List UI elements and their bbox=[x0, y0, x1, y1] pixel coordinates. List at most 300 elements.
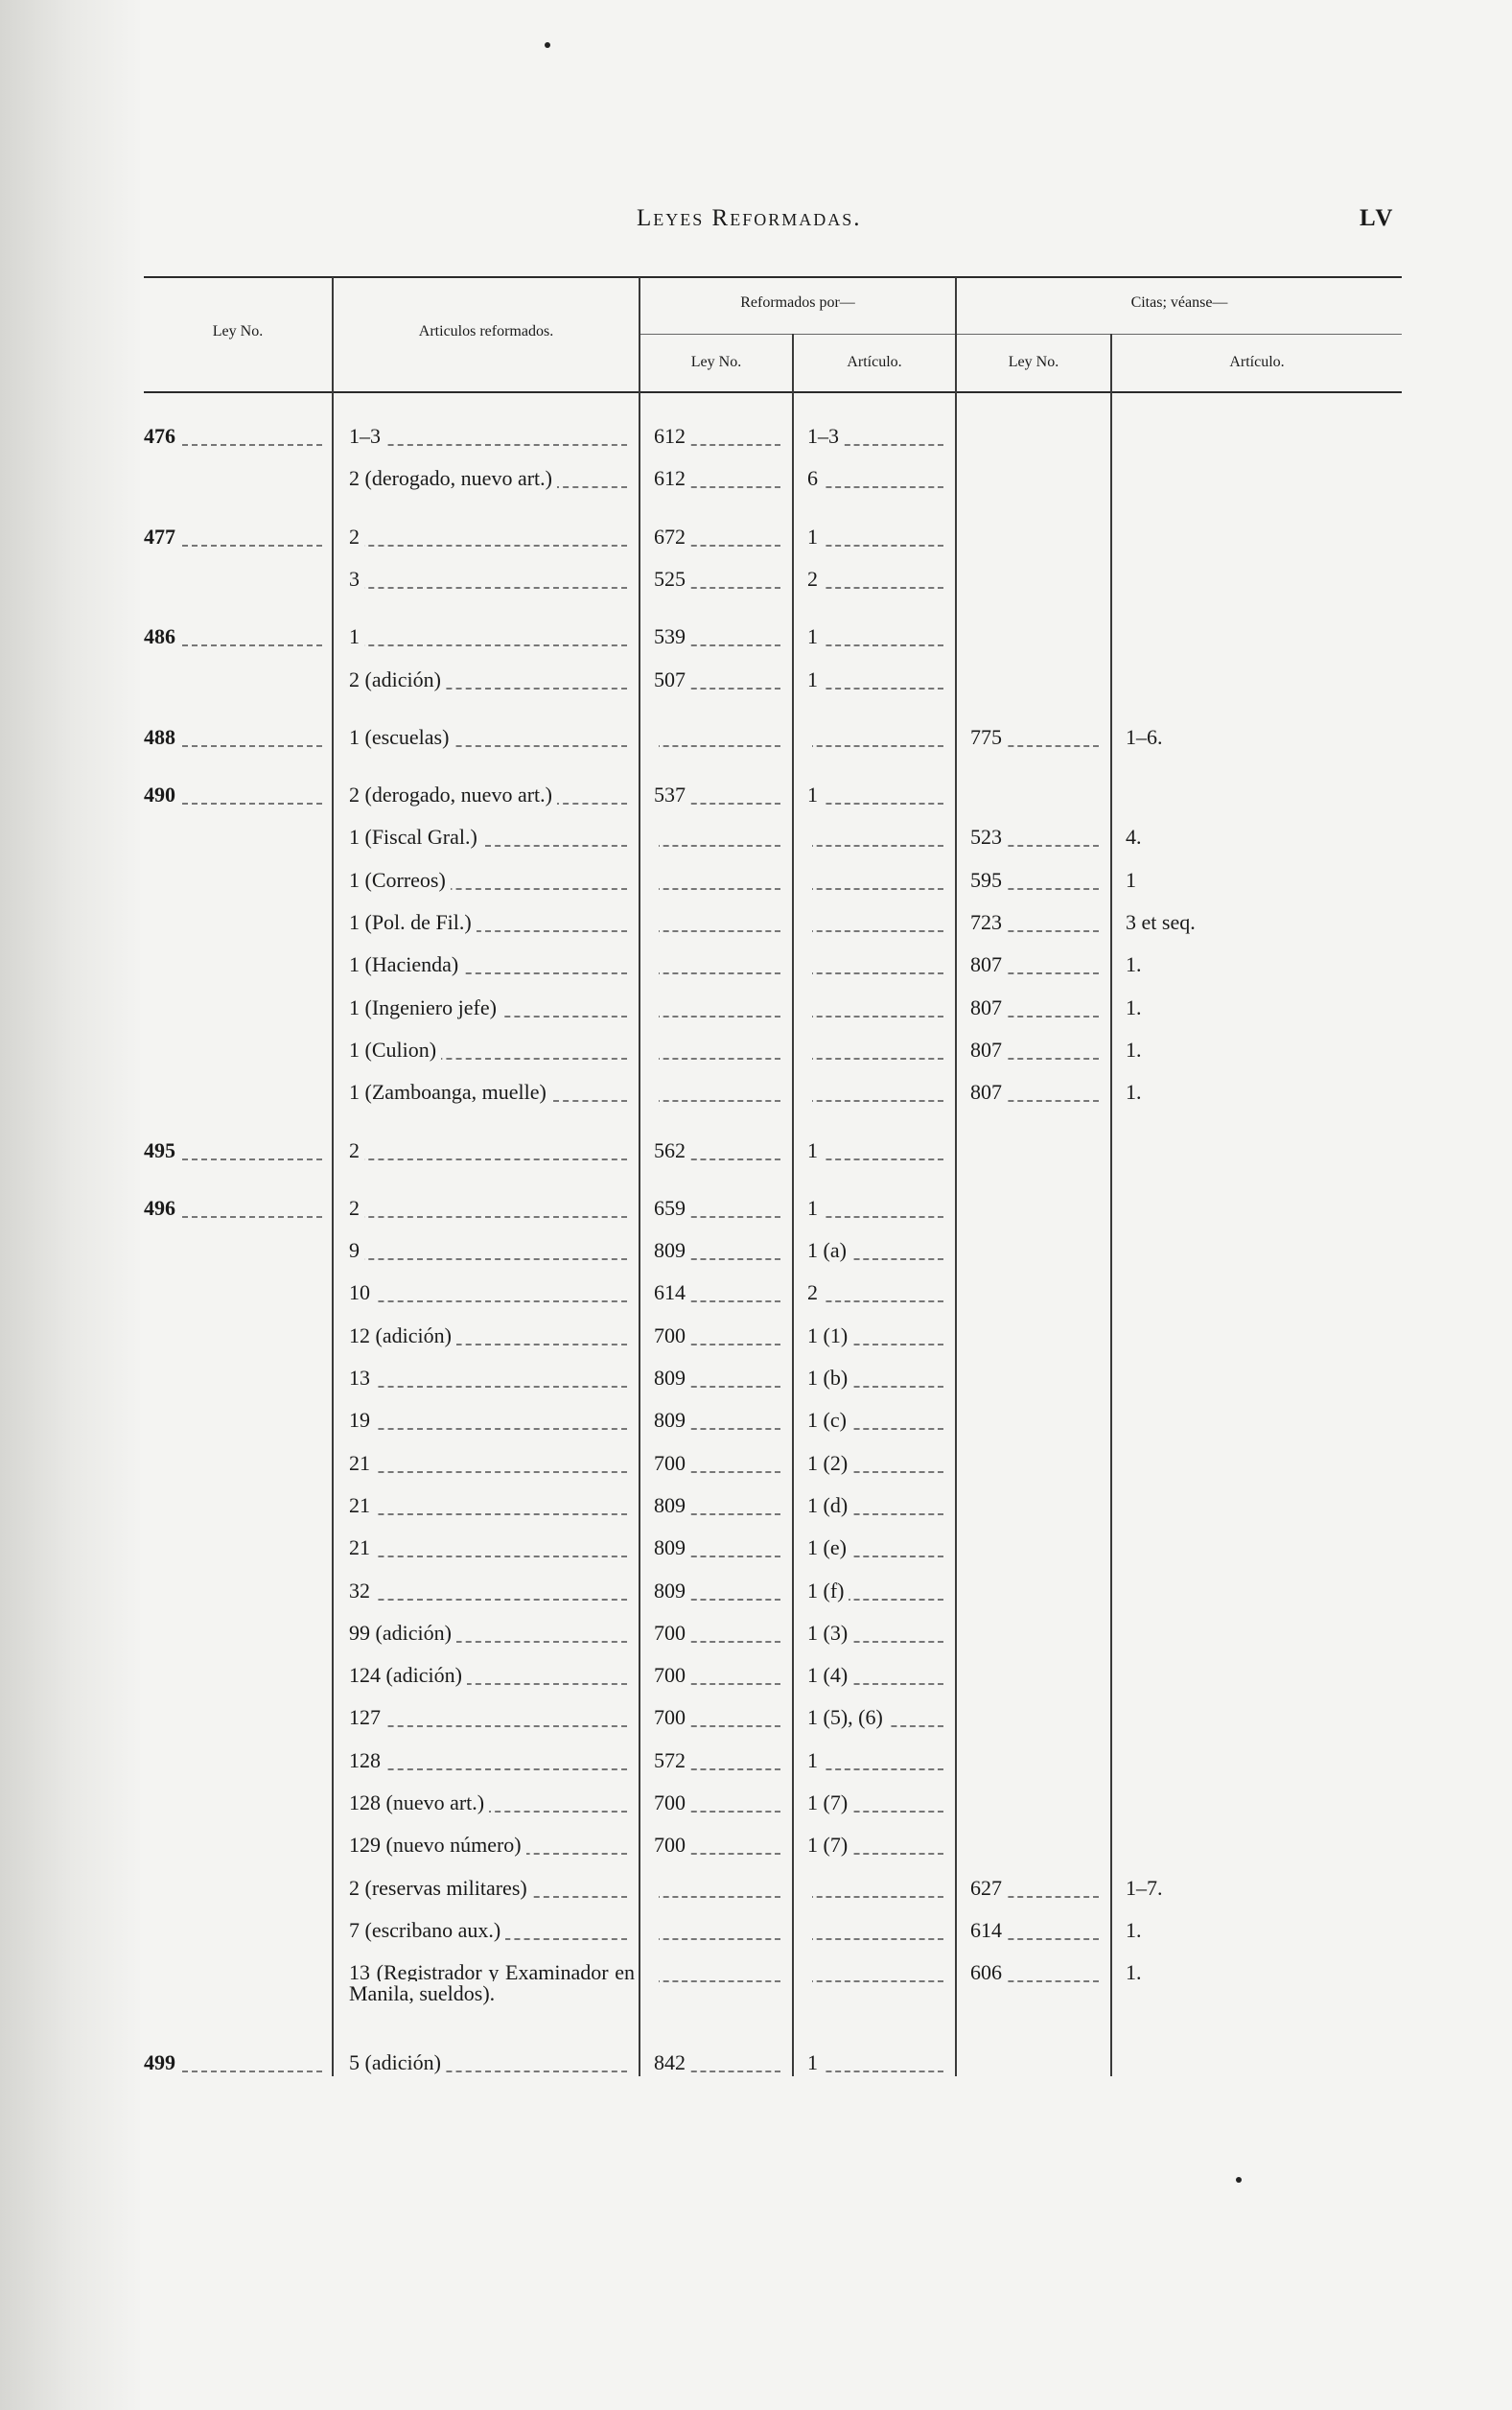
cita-articulo-cell bbox=[1126, 1031, 1394, 1069]
articulo-reformado-cell bbox=[349, 661, 635, 699]
page-number: LV bbox=[1360, 205, 1395, 231]
articulo-reformado: 32 bbox=[349, 1579, 375, 1603]
table-row bbox=[144, 1656, 1402, 1695]
reformado-articulo-cell bbox=[807, 1869, 951, 1907]
reformado-articulo: 1 bbox=[807, 2050, 823, 2074]
reformado-ley-cell bbox=[654, 1231, 788, 1270]
cita-ley-cell bbox=[970, 1359, 1106, 1397]
table-row bbox=[144, 1231, 1402, 1270]
header-reformados-por: Reformados por— bbox=[740, 294, 855, 311]
cita-articulo-cell bbox=[1126, 1486, 1394, 1525]
articulo-reformado: 19 bbox=[349, 1408, 375, 1432]
cita-ley: 807 bbox=[970, 1080, 1007, 1104]
reformado-ley: 659 bbox=[654, 1196, 690, 1220]
ink-speck bbox=[1236, 2177, 1242, 2183]
articulo-reformado-cell bbox=[349, 718, 635, 757]
articulo-reformado-cell bbox=[349, 1401, 635, 1439]
articulo-reformado: 13 (Registrador y Examinador en Manila, sueldos). bbox=[349, 1960, 635, 2006]
cita-ley: 807 bbox=[970, 1038, 1007, 1062]
ley-number bbox=[144, 1833, 149, 1857]
reformado-articulo-cell bbox=[807, 1954, 951, 1992]
cita-ley bbox=[970, 1493, 975, 1517]
reformado-articulo: 1 (d) bbox=[807, 1493, 852, 1517]
ley-number-cell bbox=[144, 1614, 330, 1652]
cita-ley bbox=[970, 624, 975, 648]
articulo-reformado: 5 (adición) bbox=[349, 2050, 446, 2074]
reformado-articulo: 1 (3) bbox=[807, 1621, 852, 1645]
ley-number bbox=[144, 1621, 149, 1645]
reformado-ley: 672 bbox=[654, 525, 690, 549]
ley-number-cell bbox=[144, 1073, 330, 1111]
reformado-articulo bbox=[807, 995, 812, 1019]
reformado-ley-cell bbox=[654, 1401, 788, 1439]
reformado-articulo: 1 bbox=[807, 1138, 823, 1162]
cita-ley-cell bbox=[970, 1031, 1106, 1069]
articulo-reformado-cell bbox=[349, 776, 635, 814]
table-row bbox=[144, 1614, 1402, 1652]
articulo-reformado-cell bbox=[349, 989, 635, 1027]
cita-articulo bbox=[1126, 567, 1130, 591]
cita-articulo bbox=[1126, 1196, 1130, 1220]
cita-ley-cell bbox=[970, 718, 1106, 757]
reformado-ley: 507 bbox=[654, 667, 690, 691]
reformado-ley bbox=[654, 868, 659, 892]
reformado-articulo: 1 bbox=[807, 624, 823, 648]
ley-number bbox=[144, 952, 149, 976]
cita-articulo-cell bbox=[1126, 1614, 1394, 1652]
articulo-reformado-cell bbox=[349, 1189, 635, 1228]
cita-articulo bbox=[1126, 1663, 1130, 1687]
cita-articulo bbox=[1126, 624, 1130, 648]
cita-articulo: 1–6. bbox=[1126, 725, 1168, 749]
reformado-articulo: 2 bbox=[807, 1280, 823, 1304]
cita-articulo bbox=[1126, 1621, 1130, 1645]
cita-articulo bbox=[1126, 783, 1130, 807]
cita-articulo bbox=[1126, 1579, 1130, 1603]
header-citas-ley-no: Ley No. bbox=[1008, 354, 1059, 370]
reformado-ley-cell bbox=[654, 989, 788, 1027]
articulo-reformado: 1 (Pol. de Fil.) bbox=[349, 910, 477, 934]
cita-ley-cell bbox=[970, 1656, 1106, 1695]
cita-ley-cell bbox=[970, 518, 1106, 556]
cita-articulo-cell bbox=[1126, 1317, 1394, 1355]
reformado-articulo bbox=[807, 952, 812, 976]
reformado-ley-cell bbox=[654, 417, 788, 456]
cita-articulo: 4. bbox=[1126, 825, 1147, 849]
cita-ley: 627 bbox=[970, 1876, 1007, 1900]
header-ley-no: Ley No. bbox=[212, 323, 264, 339]
reformado-ley: 809 bbox=[654, 1535, 690, 1559]
reformado-articulo-cell bbox=[807, 989, 951, 1027]
cita-articulo bbox=[1126, 1366, 1130, 1390]
cita-ley-cell bbox=[970, 1073, 1106, 1111]
table-row bbox=[144, 818, 1402, 856]
ley-number bbox=[144, 1960, 149, 1984]
reformado-ley-cell bbox=[654, 1274, 788, 1312]
table-row bbox=[144, 1444, 1402, 1483]
articulo-reformado-cell bbox=[349, 1698, 635, 1737]
ley-number bbox=[144, 466, 149, 490]
reformado-articulo: 1 (c) bbox=[807, 1408, 851, 1432]
table-row bbox=[144, 776, 1402, 814]
cita-articulo bbox=[1126, 1451, 1130, 1475]
reformado-ley: 700 bbox=[654, 1833, 690, 1857]
reformado-ley: 572 bbox=[654, 1748, 690, 1772]
reformado-ley-cell bbox=[654, 1698, 788, 1737]
reformado-articulo: 1 (f) bbox=[807, 1579, 849, 1603]
cita-ley: 606 bbox=[970, 1960, 1007, 1984]
articulo-reformado-cell bbox=[349, 560, 635, 598]
cita-ley-cell bbox=[970, 417, 1106, 456]
reformado-articulo-cell bbox=[807, 459, 951, 498]
reformado-articulo: 1 (1) bbox=[807, 1323, 852, 1347]
reformado-ley bbox=[654, 952, 659, 976]
reformado-ley bbox=[654, 995, 659, 1019]
cita-articulo-cell bbox=[1126, 1529, 1394, 1567]
reformado-articulo: 1 (7) bbox=[807, 1790, 852, 1814]
articulo-reformado: 2 (derogado, nuevo art.) bbox=[349, 466, 557, 490]
ley-number bbox=[144, 910, 149, 934]
reformado-ley-cell bbox=[654, 1742, 788, 1780]
cita-ley bbox=[970, 1705, 975, 1729]
reformado-articulo: 2 bbox=[807, 567, 823, 591]
ley-number bbox=[144, 1705, 149, 1729]
reformado-ley-cell bbox=[654, 661, 788, 699]
articulo-reformado: 21 bbox=[349, 1451, 375, 1475]
articulo-reformado: 2 bbox=[349, 525, 364, 549]
ley-number-cell bbox=[144, 1572, 330, 1610]
cita-articulo-cell bbox=[1126, 1444, 1394, 1483]
reformado-articulo-cell bbox=[807, 818, 951, 856]
ley-number-cell bbox=[144, 903, 330, 942]
reformado-articulo-cell bbox=[807, 1656, 951, 1695]
cita-articulo bbox=[1126, 1833, 1130, 1857]
cita-ley bbox=[970, 525, 975, 549]
reformado-articulo-cell bbox=[807, 1572, 951, 1610]
ley-number-cell bbox=[144, 417, 330, 456]
table-row bbox=[144, 1031, 1402, 1069]
table-row bbox=[144, 1401, 1402, 1439]
ley-number-cell bbox=[144, 1401, 330, 1439]
cita-articulo-cell bbox=[1126, 661, 1394, 699]
articulo-reformado: 13 bbox=[349, 1366, 375, 1390]
cita-ley bbox=[970, 466, 975, 490]
reformado-articulo-cell bbox=[807, 1274, 951, 1312]
reformado-ley-cell bbox=[654, 459, 788, 498]
cita-ley-cell bbox=[970, 818, 1106, 856]
header-reformados-articulo: Artículo. bbox=[847, 354, 902, 370]
reformado-ley: 525 bbox=[654, 567, 690, 591]
reformado-articulo: 6 bbox=[807, 466, 823, 490]
cita-ley-cell bbox=[970, 560, 1106, 598]
reformado-articulo-cell bbox=[807, 1231, 951, 1270]
ley-number-cell bbox=[144, 1529, 330, 1567]
reformado-ley: 700 bbox=[654, 1790, 690, 1814]
articulo-reformado: 21 bbox=[349, 1493, 375, 1517]
reformado-articulo bbox=[807, 825, 812, 849]
ley-number-cell bbox=[144, 1656, 330, 1695]
header-citas-articulo: Artículo. bbox=[1229, 354, 1285, 370]
reformado-articulo: 1 (a) bbox=[807, 1238, 851, 1262]
ley-number-cell bbox=[144, 1274, 330, 1312]
cita-ley bbox=[970, 1138, 975, 1162]
ley-number-cell bbox=[144, 718, 330, 757]
cita-articulo: 1. bbox=[1126, 952, 1147, 976]
ley-number: 499 bbox=[144, 2050, 180, 2074]
reformado-articulo-cell bbox=[807, 518, 951, 556]
cita-articulo-cell bbox=[1126, 903, 1394, 942]
reformado-ley-cell bbox=[654, 1572, 788, 1610]
cita-ley-cell bbox=[970, 1529, 1106, 1567]
ley-number-cell bbox=[144, 818, 330, 856]
table-row bbox=[144, 560, 1402, 598]
articulo-reformado: 124 (adición) bbox=[349, 1663, 467, 1687]
reformado-articulo-cell bbox=[807, 1031, 951, 1069]
articulo-reformado-cell bbox=[349, 1317, 635, 1355]
cita-articulo-cell bbox=[1126, 1401, 1394, 1439]
reformado-articulo-cell bbox=[807, 776, 951, 814]
cita-ley: 775 bbox=[970, 725, 1007, 749]
table-row bbox=[144, 946, 1402, 984]
reformado-ley: 612 bbox=[654, 424, 690, 448]
reformado-articulo-cell bbox=[807, 1529, 951, 1567]
reformado-ley-cell bbox=[654, 1317, 788, 1355]
page-edge-shadow bbox=[0, 0, 144, 2410]
ley-number bbox=[144, 1876, 149, 1900]
cita-articulo-cell bbox=[1126, 459, 1394, 498]
reformado-articulo-cell bbox=[807, 1826, 951, 1864]
cita-ley-cell bbox=[970, 1572, 1106, 1610]
cita-ley-cell bbox=[970, 1274, 1106, 1312]
ley-number bbox=[144, 1451, 149, 1475]
cita-ley bbox=[970, 424, 975, 448]
cita-ley-cell bbox=[970, 1911, 1106, 1950]
articulo-reformado-cell bbox=[349, 1742, 635, 1780]
cita-articulo bbox=[1126, 1408, 1130, 1432]
cita-articulo-cell bbox=[1126, 518, 1394, 556]
reformado-ley-cell bbox=[654, 618, 788, 656]
reformado-articulo: 1 bbox=[807, 1748, 823, 1772]
reformado-ley-cell bbox=[654, 776, 788, 814]
cita-articulo bbox=[1126, 1493, 1130, 1517]
reformado-ley: 539 bbox=[654, 624, 690, 648]
ley-number bbox=[144, 1280, 149, 1304]
articulo-reformado-cell bbox=[349, 417, 635, 456]
ley-number bbox=[144, 1579, 149, 1603]
reformado-articulo: 1 (2) bbox=[807, 1451, 852, 1475]
reformado-articulo-cell bbox=[807, 718, 951, 757]
articulo-reformado: 128 bbox=[349, 1748, 385, 1772]
cita-articulo-cell bbox=[1126, 417, 1394, 456]
cita-articulo-cell bbox=[1126, 1274, 1394, 1312]
ley-number: 476 bbox=[144, 424, 180, 448]
reformado-ley-cell bbox=[654, 1132, 788, 1170]
articulo-reformado: 9 bbox=[349, 1238, 364, 1262]
articulo-reformado-cell bbox=[349, 1073, 635, 1111]
reformado-articulo-cell bbox=[807, 417, 951, 456]
articulo-reformado-cell bbox=[349, 1444, 635, 1483]
reformado-ley-cell bbox=[654, 1031, 788, 1069]
cita-ley bbox=[970, 1579, 975, 1603]
cita-articulo-cell bbox=[1126, 1742, 1394, 1780]
cita-ley-cell bbox=[970, 1486, 1106, 1525]
cita-ley bbox=[970, 567, 975, 591]
cita-articulo: 1–7. bbox=[1126, 1876, 1168, 1900]
ley-number-cell bbox=[144, 989, 330, 1027]
reformado-ley bbox=[654, 1876, 659, 1900]
reformado-ley: 700 bbox=[654, 1663, 690, 1687]
cita-ley-cell bbox=[970, 1869, 1106, 1907]
cita-articulo bbox=[1126, 1138, 1130, 1162]
ley-number-cell bbox=[144, 1486, 330, 1525]
cita-articulo bbox=[1126, 1748, 1130, 1772]
articulo-reformado: 1 (Fiscal Gral.) bbox=[349, 825, 482, 849]
reformado-ley: 537 bbox=[654, 783, 690, 807]
reformado-articulo: 1 (e) bbox=[807, 1535, 851, 1559]
articulo-reformado-cell bbox=[349, 1359, 635, 1397]
cita-articulo-cell bbox=[1126, 560, 1394, 598]
cita-ley bbox=[970, 1238, 975, 1262]
reformado-articulo: 1 (5), (6) bbox=[807, 1705, 888, 1729]
running-title: Leyes Reformadas. bbox=[637, 205, 862, 231]
cita-articulo-cell bbox=[1126, 1698, 1394, 1737]
ley-number bbox=[144, 1408, 149, 1432]
articulo-reformado: 1 (Culion) bbox=[349, 1038, 441, 1062]
cita-ley bbox=[970, 1833, 975, 1857]
reformado-articulo-cell bbox=[807, 1698, 951, 1737]
articulo-reformado: 1 bbox=[349, 624, 364, 648]
reformado-articulo-cell bbox=[807, 1614, 951, 1652]
articulo-reformado-cell bbox=[349, 1954, 635, 2029]
reformado-articulo: 1 bbox=[807, 783, 823, 807]
cita-ley bbox=[970, 783, 975, 807]
cita-articulo: 3 et seq. bbox=[1126, 910, 1200, 934]
table-row bbox=[144, 1911, 1402, 1950]
cita-ley-cell bbox=[970, 989, 1106, 1027]
articulo-reformado: 21 bbox=[349, 1535, 375, 1559]
ley-number-cell bbox=[144, 1317, 330, 1355]
cita-articulo bbox=[1126, 2050, 1130, 2074]
reformado-ley-cell bbox=[654, 1444, 788, 1483]
ley-number-cell bbox=[144, 618, 330, 656]
ley-number: 477 bbox=[144, 525, 180, 549]
ley-number bbox=[144, 1535, 149, 1559]
cita-ley: 595 bbox=[970, 868, 1007, 892]
cita-articulo-cell bbox=[1126, 1359, 1394, 1397]
cita-articulo: 1. bbox=[1126, 995, 1147, 1019]
cita-ley bbox=[970, 1621, 975, 1645]
reformado-articulo: 1 bbox=[807, 667, 823, 691]
subheader-rule bbox=[640, 334, 1402, 335]
reformado-articulo-cell bbox=[807, 1359, 951, 1397]
articulo-reformado: 2 (derogado, nuevo art.) bbox=[349, 783, 557, 807]
reformado-ley bbox=[654, 825, 659, 849]
cita-articulo-cell bbox=[1126, 776, 1394, 814]
articulo-reformado: 2 bbox=[349, 1196, 364, 1220]
articulo-reformado-cell bbox=[349, 1614, 635, 1652]
reformado-ley bbox=[654, 910, 659, 934]
cita-ley bbox=[970, 1451, 975, 1475]
ley-number: 490 bbox=[144, 783, 180, 807]
ley-number-cell bbox=[144, 1869, 330, 1907]
ley-number bbox=[144, 567, 149, 591]
header-citas: Citas; véanse— bbox=[1130, 294, 1228, 311]
articulo-reformado: 1 (escuelas) bbox=[349, 725, 454, 749]
table-row bbox=[144, 1189, 1402, 1228]
reformado-ley-cell bbox=[654, 1911, 788, 1950]
reformado-ley-cell bbox=[654, 518, 788, 556]
articulo-reformado: 3 bbox=[349, 567, 364, 591]
cita-articulo-cell bbox=[1126, 946, 1394, 984]
cita-ley: 807 bbox=[970, 995, 1007, 1019]
articulo-reformado-cell bbox=[349, 1031, 635, 1069]
reformado-articulo-cell bbox=[807, 1401, 951, 1439]
cita-ley bbox=[970, 1366, 975, 1390]
cita-articulo-cell bbox=[1126, 1954, 1394, 1992]
table-row bbox=[144, 1529, 1402, 1567]
cita-articulo-cell bbox=[1126, 861, 1394, 900]
cita-articulo-cell bbox=[1126, 618, 1394, 656]
reformado-articulo bbox=[807, 1080, 812, 1104]
ley-number bbox=[144, 868, 149, 892]
articulo-reformado-cell bbox=[349, 1572, 635, 1610]
table-row bbox=[144, 618, 1402, 656]
reformado-articulo-cell bbox=[807, 1486, 951, 1525]
ley-number: 496 bbox=[144, 1196, 180, 1220]
cita-ley bbox=[970, 1535, 975, 1559]
table-row bbox=[144, 1572, 1402, 1610]
ley-number: 486 bbox=[144, 624, 180, 648]
articulo-reformado-cell bbox=[349, 1529, 635, 1567]
cita-articulo-cell bbox=[1126, 2044, 1394, 2082]
cita-articulo-cell bbox=[1126, 989, 1394, 1027]
reformado-ley: 700 bbox=[654, 1451, 690, 1475]
reformado-ley: 809 bbox=[654, 1408, 690, 1432]
articulo-reformado-cell bbox=[349, 1784, 635, 1822]
cita-ley-cell bbox=[970, 2044, 1106, 2082]
table-row bbox=[144, 518, 1402, 556]
ley-number bbox=[144, 825, 149, 849]
reformado-ley-cell bbox=[654, 1826, 788, 1864]
table-row bbox=[144, 1698, 1402, 1737]
articulo-reformado: 12 (adición) bbox=[349, 1323, 456, 1347]
cita-articulo-cell bbox=[1126, 1911, 1394, 1950]
reformado-articulo-cell bbox=[807, 1189, 951, 1228]
cita-articulo: 1. bbox=[1126, 1038, 1147, 1062]
cita-articulo-cell bbox=[1126, 1231, 1394, 1270]
articulo-reformado-cell bbox=[349, 2044, 635, 2082]
reformado-articulo-cell bbox=[807, 1911, 951, 1950]
ley-number-cell bbox=[144, 861, 330, 900]
table-row bbox=[144, 1073, 1402, 1111]
cita-articulo-cell bbox=[1126, 1826, 1394, 1864]
table-row bbox=[144, 2044, 1402, 2082]
ley-number-cell bbox=[144, 518, 330, 556]
reformado-articulo-cell bbox=[807, 1132, 951, 1170]
cita-ley bbox=[970, 1408, 975, 1432]
ink-speck bbox=[545, 42, 550, 48]
reformado-articulo-cell bbox=[807, 1784, 951, 1822]
reformado-articulo-cell bbox=[807, 618, 951, 656]
reformado-articulo-cell bbox=[807, 1742, 951, 1780]
reformado-ley-cell bbox=[654, 903, 788, 942]
reformado-ley-cell bbox=[654, 1954, 788, 1992]
articulo-reformado: 7 (escribano aux.) bbox=[349, 1918, 505, 1942]
cita-articulo bbox=[1126, 424, 1130, 448]
reformado-articulo-cell bbox=[807, 903, 951, 942]
reformado-articulo bbox=[807, 910, 812, 934]
reformado-ley-cell bbox=[654, 1784, 788, 1822]
